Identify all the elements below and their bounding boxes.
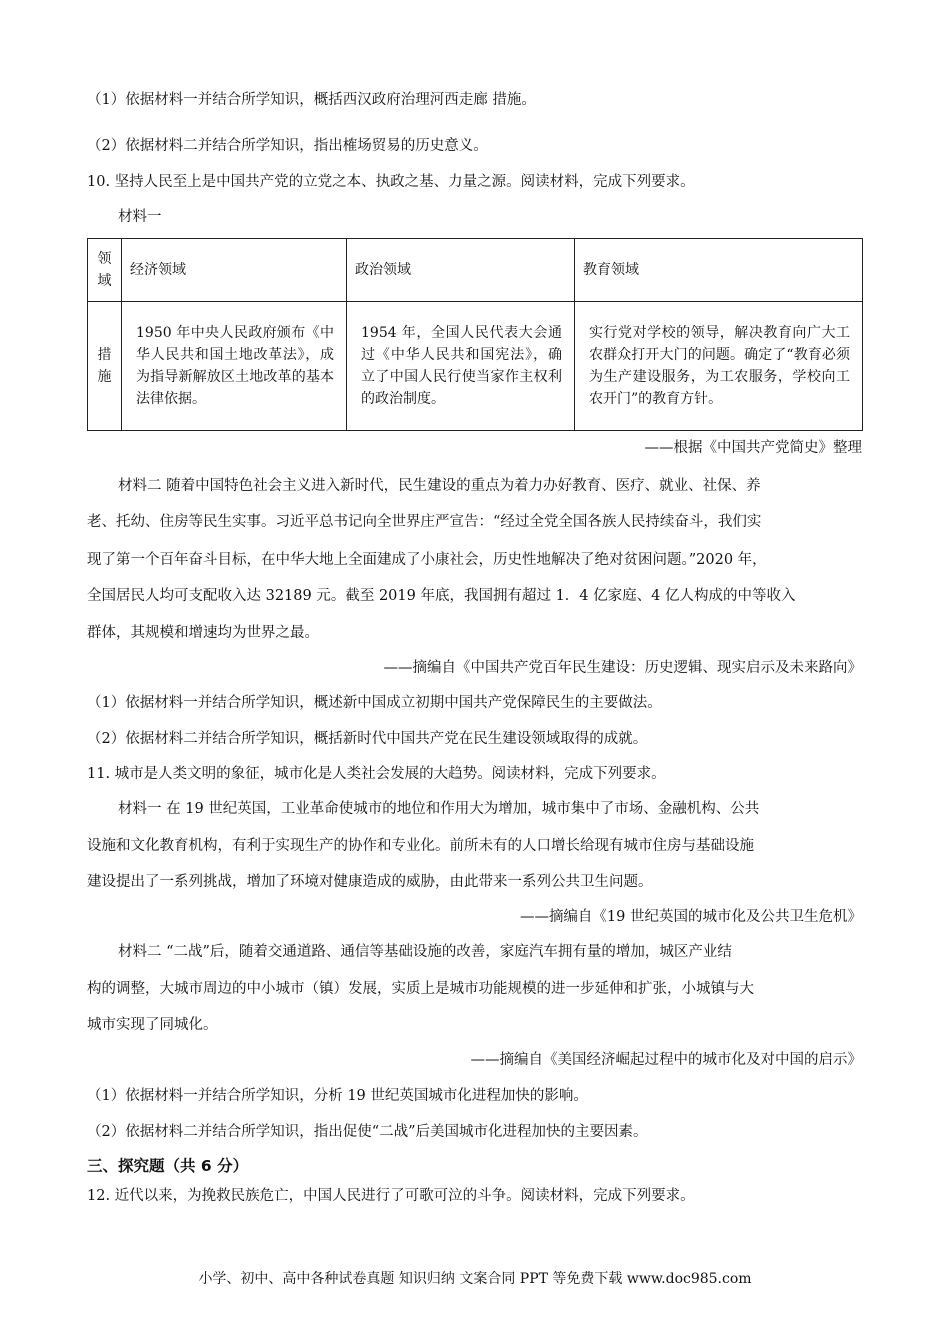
q10-material1-label: 材料一 [118, 209, 162, 225]
q11-material2-source: ——摘编自《美国经济崛起过程中的城市化及对中国的启示》 [470, 1052, 862, 1068]
q11-sub1: （1）依据材料一并结合所学知识，分析 19 世纪英国城市化进程加快的影响。 [87, 1088, 588, 1104]
q11-m2-line: 材料二 “二战”后，随着交通道路、通信等基础设施的改善，家庭汽车拥有量的增加，城区产业结 [118, 944, 732, 960]
q11-stem: 11. 城市是人类文明的象征，城市化是人类社会发展的大趋势。阅读材料，完成下列要求。 [87, 766, 666, 782]
q11-m2-line: 城市实现了同城化。 [87, 1017, 218, 1033]
q9-sub1: （1）依据材料一并结合所学知识，概括西汉政府治理河西走廊 措施。 [87, 92, 536, 108]
table-row-label: 措施 [88, 302, 122, 431]
table-header-economy: 经济领域 [122, 239, 347, 302]
page-footer: 小学、初中、高中各种试卷真题 知识归纳 文案合同 PPT 等免费下载 www.doc985.com [198, 1271, 752, 1287]
q11-m1-line: 设施和文化教育机构，有利于实现生产的协作和专业化。前所未有的人口增长给现有城市住房与基础设施 [87, 838, 754, 854]
q10-sub2: （2）依据材料二并结合所学知识，概括新时代中国共产党在民生建设领域取得的成就。 [87, 731, 648, 747]
material1-source: ——根据《中国共产党简史》整理 [644, 440, 862, 456]
q10-m2-line: 群体，其规模和增速均为世界之最。 [87, 625, 319, 641]
q11-m1-line: 建设提出了一系列挑战，增加了环境对健康造成的威胁，由此带来一系列公共卫生问题。 [87, 874, 653, 890]
q10-m2-line: 老、托幼、住房等民生实事。习近平总书记向全世界庄严宣告：“经过全党全国各族人民持续奋斗，我们实 [87, 514, 762, 530]
table-cell-politics: 1954 年，全国人民代表大会通过《中华人民共和国宪法》，确立了中国人民行使当家作主权利的政治制度。 [347, 302, 575, 431]
q11-m1-line: 材料一 在 19 世纪英国，工业革命使城市的地位和作用大为增加，城市集中了市场、金融机构、公共 [118, 801, 760, 817]
material2-source: ——摘编自《中国共产党百年民生建设：历史逻辑、现实启示及未来路向》 [383, 660, 862, 676]
q10-m2-line: 现了第一个百年奋斗目标，在中华大地上全面建成了小康社会，历史性地解决了绝对贫困问题。”2020 年， [87, 552, 767, 568]
q11-sub2: （2）依据材料二并结合所学知识，指出促使“二战”后美国城市化进程加快的主要因素。 [87, 1124, 648, 1140]
q12-stem: 12. 近代以来，为挽救民族危亡，中国人民进行了可歌可泣的斗争。阅读材料，完成下列要求。 [87, 1188, 695, 1204]
q10-stem: 10. 坚持人民至上是中国共产党的立党之本、执政之基、力量之源。阅读材料，完成下列要求。 [87, 174, 695, 190]
table-header-politics: 政治领域 [347, 239, 575, 302]
table-cell-economy: 1950 年中央人民政府颁布《中华人民共和国土地改革法》，成为指导新解放区土地改革的基本法律依据。 [122, 302, 347, 431]
q10-m2-line: 材料二 随着中国特色社会主义进入新时代，民生建设的重点为着力办好教育、医疗、就业、社保、养 [118, 478, 761, 494]
q11-m2-line: 构的调整，大城市周边的中小城市（镇）发展，实质上是城市功能规模的进一步延伸和扩张，小城镇与大 [87, 981, 754, 997]
q11-material1-source: ——摘编自《19 世纪英国的城市化及公共卫生危机》 [519, 909, 862, 925]
table-header-education: 教育领域 [575, 239, 863, 302]
table-cell-education: 实行党对学校的领导，解决教育向广大工农群众打开大门的问题。确定了“教育必须为生产建设服务，为工农服务，学校向工农开门”的教育方针。 [575, 302, 863, 431]
table-corner-label: 领域 [88, 239, 122, 302]
q10-sub1: （1）依据材料一并结合所学知识，概述新中国成立初期中国共产党保障民生的主要做法。 [87, 695, 662, 711]
section3-title: 三、探究题（共 6 分） [87, 1157, 249, 1175]
material1-table [87, 238, 863, 431]
q9-sub2: （2）依据材料二并结合所学知识，指出榷场贸易的历史意义。 [87, 138, 488, 154]
q10-m2-line: 全国居民人均可支配收入达 32189 元。截至 2019 年底，我国拥有超过 1．4 亿家庭、4 亿人构成的中等收入 [87, 588, 796, 604]
